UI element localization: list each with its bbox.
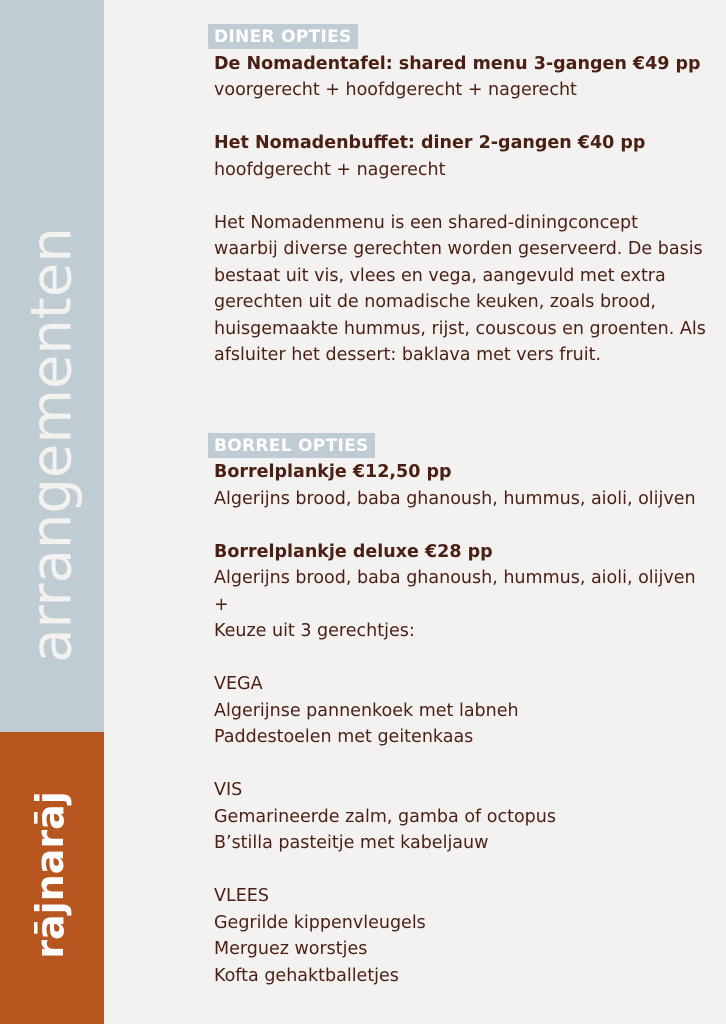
diner-option-1-desc: voorgerecht + hoofdgerecht + nagerecht xyxy=(214,80,577,100)
diner-option-1-title: De Nomadentafel: shared menu 3-gangen €49 pp xyxy=(214,53,701,74)
diner-description-line: waarbij diverse gerechten worden geserveerd. De basis xyxy=(214,239,703,259)
borrel-option-2-title: Borrelplankje deluxe €28 pp xyxy=(214,541,493,562)
vis-heading: VIS xyxy=(214,780,243,800)
borrel-section xyxy=(214,433,714,990)
vlees-item: Gegrilde kippenvleugels xyxy=(214,912,426,933)
diner-description-line: afsluiter het dessert: baklava met vers fruit. xyxy=(214,345,602,365)
borrel-choice: Keuze uit 3 gerechtjes: xyxy=(214,621,415,641)
diner-heading: DINER OPTIES xyxy=(208,24,358,49)
borrel-heading: BORREL OPTIES xyxy=(208,433,375,458)
vis-item: Gemarineerde zalm, gamba of octopus xyxy=(214,806,556,827)
borrel-plus: + xyxy=(214,594,229,615)
borrel-option-1-title: Borrelplankje €12,50 pp xyxy=(214,462,452,482)
diner-description-line: gerechten uit de nomadische keuken, zoals brood, xyxy=(214,292,656,312)
vlees-item: Merguez worstjes xyxy=(214,939,368,959)
diner-section xyxy=(214,24,714,369)
menu-content xyxy=(214,24,714,989)
vega-item: Algerijnse pannenkoek met labneh xyxy=(214,700,519,721)
vega-item: Paddestoelen met geitenkaas xyxy=(214,727,474,747)
brand-logo: rājnarāj xyxy=(28,791,72,959)
diner-description-line: huisgemaakte hummus, rijst, couscous en groenten. Als xyxy=(214,318,706,339)
diner-description-line: Het Nomadenmenu is een shared-diningconcept xyxy=(214,212,639,233)
borrel-option-1-desc: Algerijns brood, baba ghanoush, hummus, aioli, olijven xyxy=(214,488,696,509)
vlees-item: Kofta gehaktballetjes xyxy=(214,965,399,986)
diner-description-line: bestaat uit vis, vlees en vega, aangevuld met extra xyxy=(214,265,666,286)
borrel-option-2-desc: Algerijns brood, baba ghanoush, hummus, aioli, olijven xyxy=(214,568,696,588)
vega-heading: VEGA xyxy=(214,674,263,694)
diner-option-2-desc: hoofdgerecht + nagerecht xyxy=(214,159,446,180)
vertical-title: arrangementen xyxy=(19,227,85,663)
sidebar-top-panel xyxy=(0,0,104,732)
diner-option-2-title: Het Nomadenbuffet: diner 2-gangen €40 pp xyxy=(214,133,646,153)
vlees-heading: VLEES xyxy=(214,886,269,906)
vis-item: B’stilla pasteitje met kabeljauw xyxy=(214,833,489,853)
